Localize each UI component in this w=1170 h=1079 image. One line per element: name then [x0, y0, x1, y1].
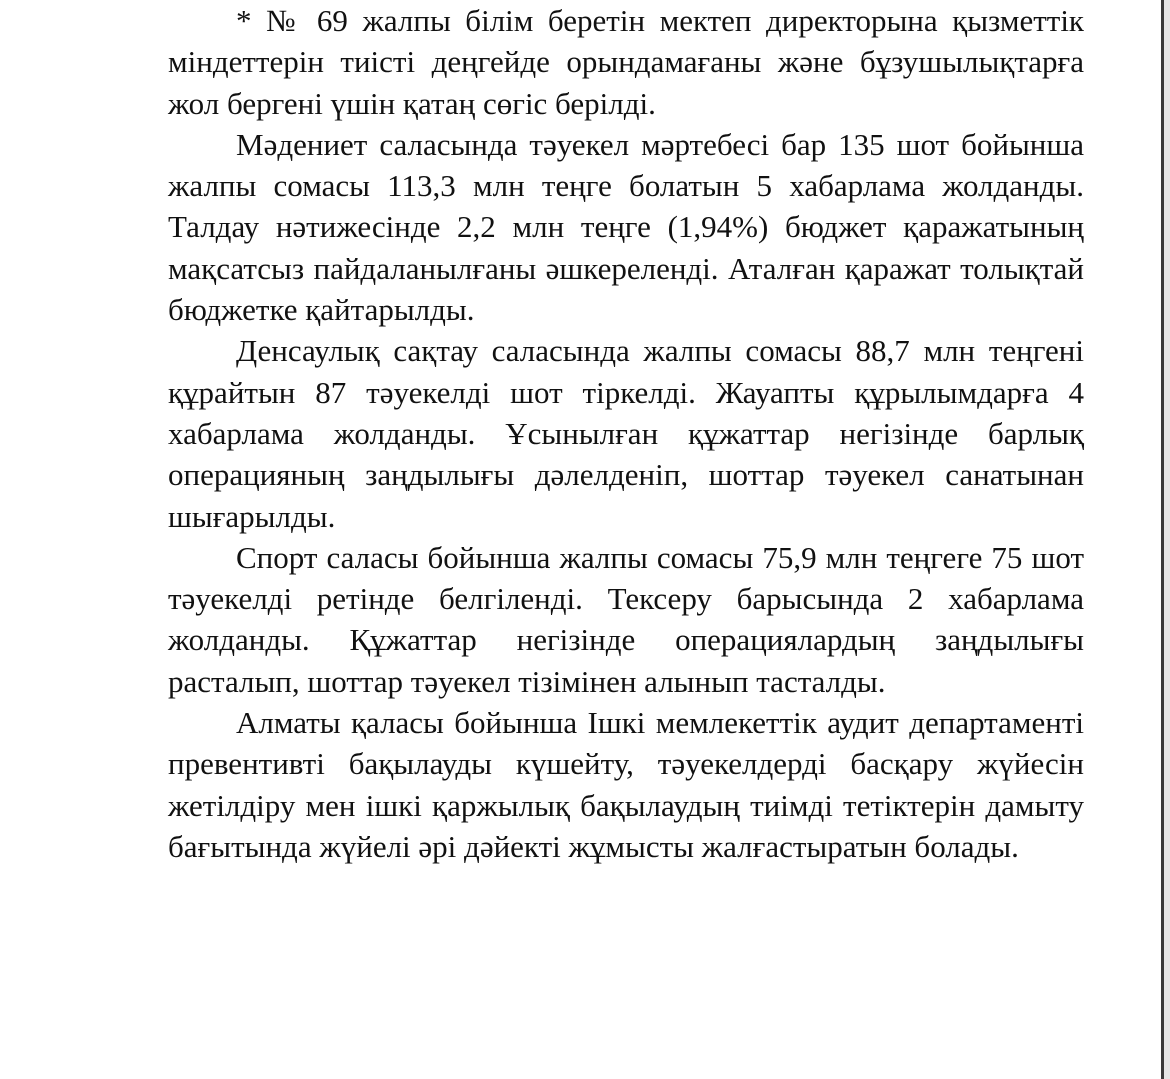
paragraph-almaty-audit: Алматы қаласы бойынша Ішкі мемлекеттік аудит департаменті превентивті бақылауды күшейту, тәуекелдерді басқару жүйесін жетілдіру мен ішкі қаржылық бақылаудың тиімді тетіктерін дамыту бағытында жүйелі әрі дәйекті жұмысты жалғастыратын болады.	[168, 705, 1084, 864]
document-body	[168, 0, 1084, 867]
paragraph-sport: Спорт саласы бойынша жалпы сомасы 75,9 млн теңгеге 75 шот тәуекелді ретінде белгіленді. Тексеру барысында 2 хабарлама жолданды. Құжаттар негізінде операциялардың заңдылығы расталып, шоттар тәуекел тізімінен алынып тасталды.	[168, 539, 1084, 699]
paragraph-reprimand: * № 69 жалпы білім беретін мектеп директорына қызметтік міндеттерін тиісті деңгейде орындамағаны және бұзушылықтарға жол бергені үшін қатаң сөгіс берілді.	[168, 3, 1084, 121]
page-edge-border	[1161, 0, 1164, 1079]
page-edge-shade	[1164, 0, 1170, 1079]
paragraph-culture: Мәдениет саласында тәуекел мәртебесі бар 135 шот бойынша жалпы сомасы 113,3 млн теңге болатын 5 хабарлама жолданды. Талдау нәтижесінде 2,2 млн теңге (1,94%) бюджет қаражатының мақсатсыз пайдаланылғаны әшкереленді. Аталған қаражат толықтай бюджетке қайтарылды.	[168, 126, 1084, 328]
paragraph-healthcare: Денсаулық сақтау саласында жалпы сомасы 88,7 млн теңгені құрайтын 87 тәуекелді шот тіркелді. Жауапты құрылымдарға 4 хабарлама жолданды. Ұсынылған құжаттар негізінде барлық операцияның заңдылығы дәлелденіп, шоттар тәуекел санатынан шығарылды.	[168, 333, 1084, 534]
